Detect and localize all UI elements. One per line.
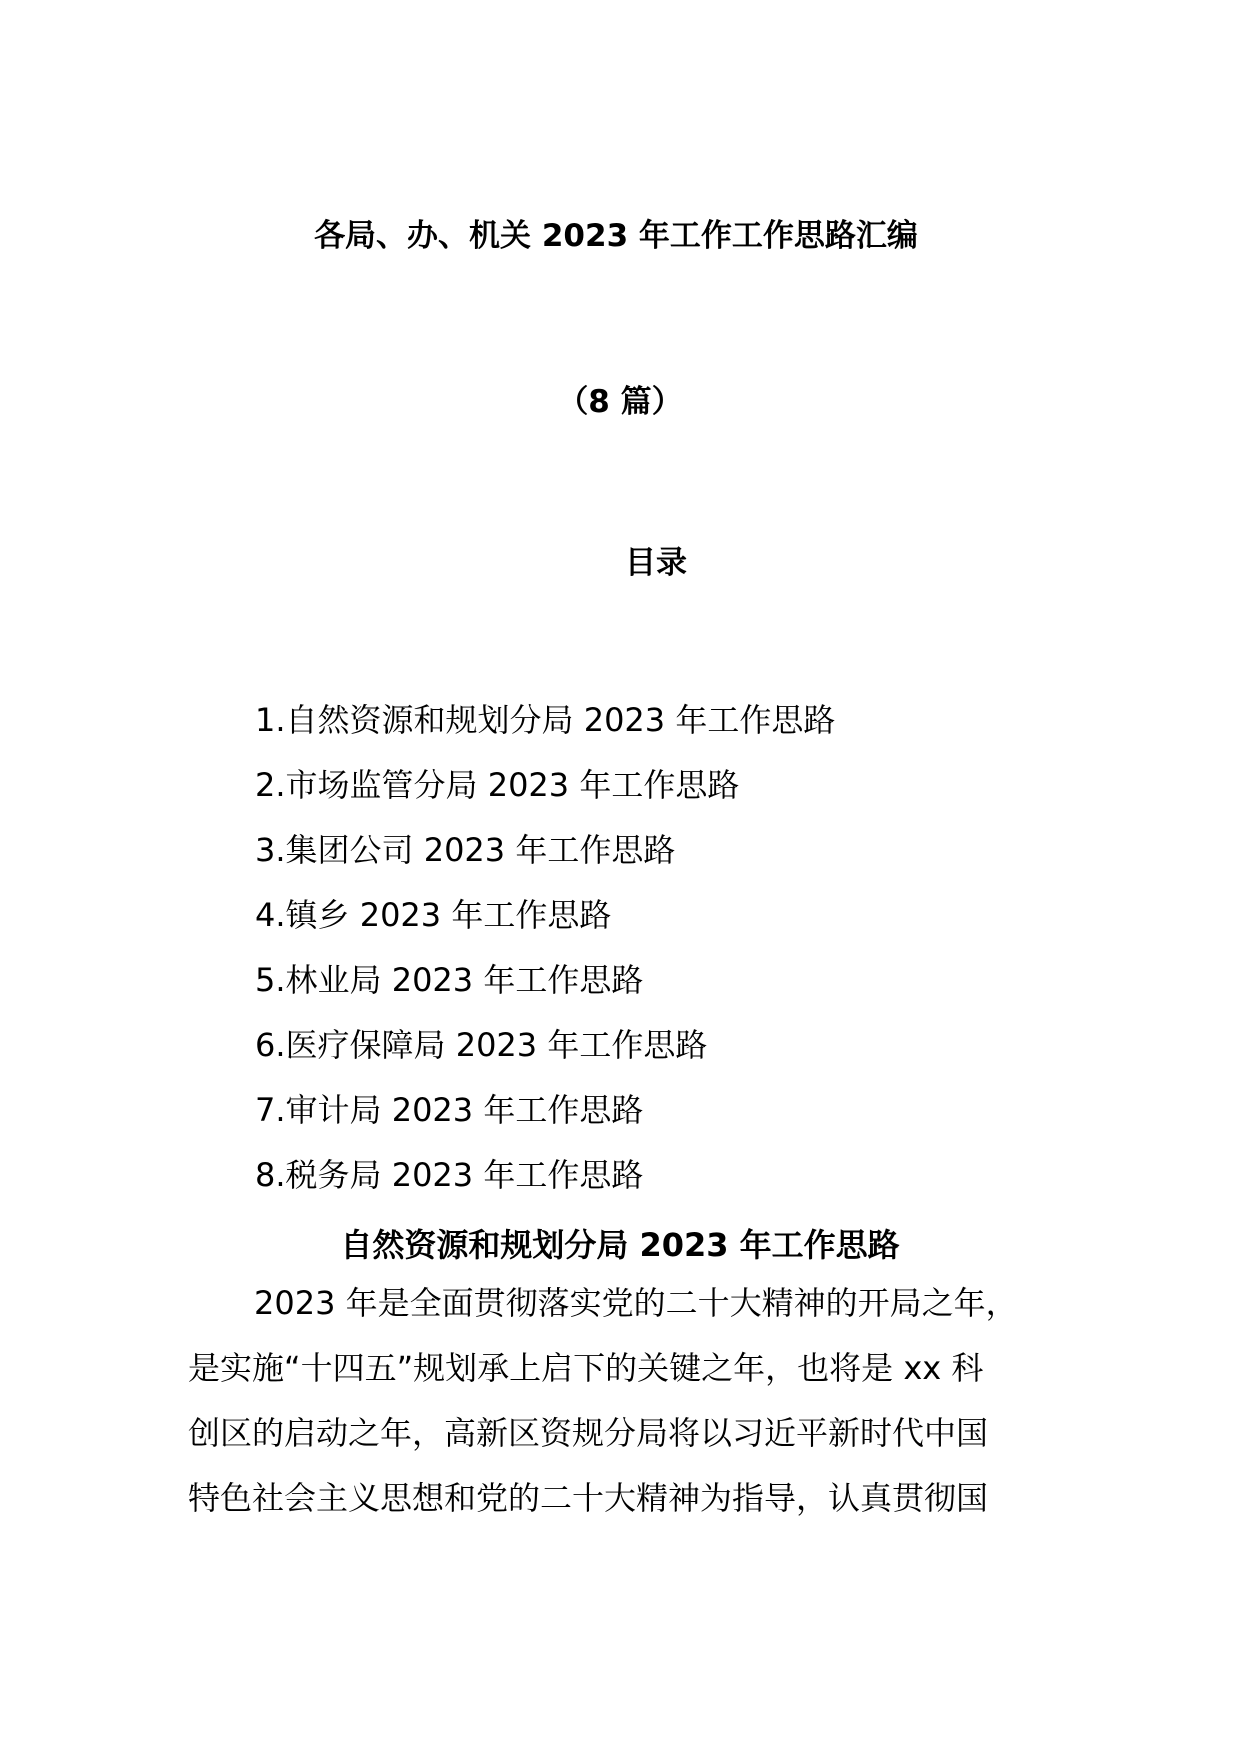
- toc-item-6: 6.医疗保障局 2023 年工作思路: [255, 1026, 708, 1064]
- body-paragraph: [188, 1283, 1056, 1543]
- body-line-2: 是实施“十四五”规划承上启下的关键之年，也将是 xx 科: [188, 1349, 984, 1387]
- toc-item-7: 7.审计局 2023 年工作思路: [255, 1091, 644, 1129]
- toc-item-2: 2.市场监管分局 2023 年工作思路: [255, 766, 740, 804]
- table-of-contents: [255, 700, 835, 1220]
- toc-item-5: 5.林业局 2023 年工作思路: [255, 961, 644, 999]
- toc-item-1: 1.自然资源和规划分局 2023 年工作思路: [255, 701, 836, 739]
- toc-item-4: 4.镇乡 2023 年工作思路: [255, 896, 612, 934]
- toc-item-8: 8.税务局 2023 年工作思路: [255, 1156, 644, 1194]
- body-line-3: 创区的启动之年，高新区资规分局将以习近平新时代中国: [188, 1414, 989, 1452]
- toc-item-3: 3.集团公司 2023 年工作思路: [255, 831, 676, 869]
- toc-heading: 目录: [625, 545, 687, 581]
- document-title: 各局、办、机关 2023 年工作工作思路汇编: [314, 218, 918, 254]
- body-line-4: 特色社会主义思想和党的二十大精神为指导，认真贯彻国: [188, 1479, 989, 1517]
- section-title: 自然资源和规划分局 2023 年工作思路: [340, 1226, 900, 1264]
- body-line-1: 2023 年是全面贯彻落实党的二十大精神的开局之年，: [254, 1284, 1018, 1322]
- document-subtitle: （8 篇）: [557, 384, 683, 420]
